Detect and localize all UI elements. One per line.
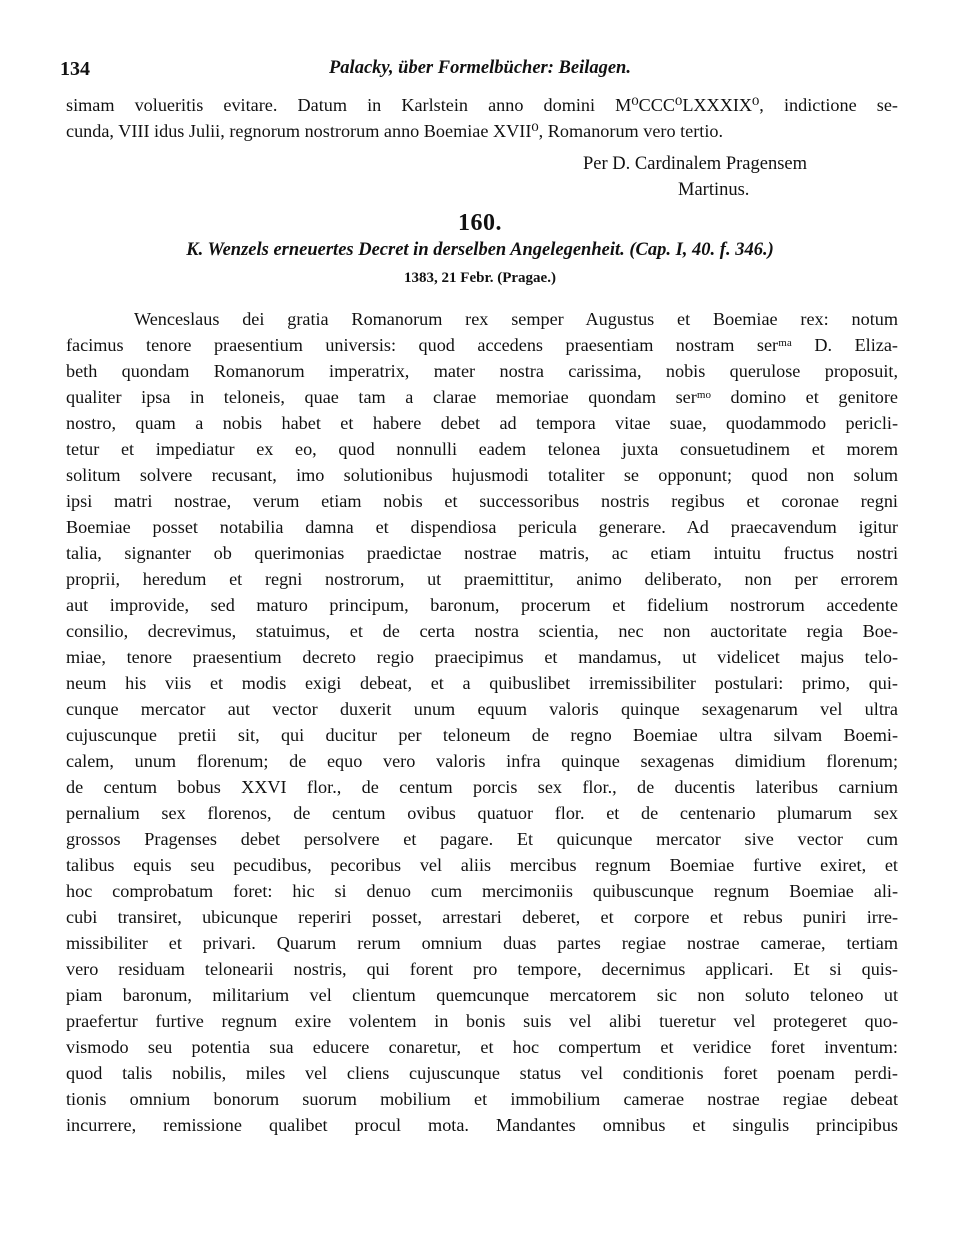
page-number: 134 [60,58,90,80]
text-line: neum his viis et modis exigi debeat, et a quibuslibet irremissibiliter postulari: primo, qui- [66,673,898,693]
text-line: miae, tenore praesentium decreto regio praecipimus et mandamus, ut videlicet majus telo- [66,647,898,667]
text-line: cubi transiret, ubicunque reperiri posset, arrestari deberet, et corpore et rebus puniri irre- [66,907,898,927]
text-line: nostro, quam a nobis habet et habere debet ad tempora vitae suae, quodammodo pericli- [66,413,898,433]
text-line: cujuscunque pretii sit, qui ducitur per teloneum de regno Boemiae ultra silvam Boemi- [66,725,898,745]
signature-line-1: Per D. Cardinalem Pragensem [583,154,807,174]
text-line: hoc comprobatum foret: hic si denuo cum mercimoniis quibuscunque regnum Boemiae ali- [66,881,898,901]
text-line: missibiliter et privari. Quarum rerum omnium duas partes regiae nostrae camerae, tertiam [66,933,898,953]
text-line: proprii, heredum et regni nostrorum, ut praemittitur, animo deliberato, non per errorem [66,569,898,589]
text-line: praefertur furtive regnum exire volentem in bonis suis vel alibi tueretur vel protegeret quo- [66,1011,898,1031]
text-line: qualiter ipsa in teloneis, quae tam a clarae memoriae quondam serᵐᵒ domino et genitore [66,387,898,407]
running-head: Palacky, über Formelbücher: Beilagen. [329,58,631,78]
text-line: calem, unum florenum; de equo vero valoris infra quinque sexagenas dimidium florenum; [66,751,898,771]
text-line: beth quondam Romanorum imperatrix, mater nostra carissima, nobis querulose proposuit, [66,361,898,381]
document-number: 160. [458,210,502,236]
text-line: vismodo seu potentia sua educere conaretur, et hoc compertum et veridice foret inventum: [66,1037,898,1057]
text-line: simam volueritis evitare. Datum in Karlstein anno domini M⁰CCC⁰LXXXIX⁰, indictione se- [66,95,898,115]
text-line: tetur et impediatur ex eo, quod nonnulli eadem telonea juxta consuetudinem et morem [66,439,898,459]
text-line: incurrere, remissione qualibet procul mota. Mandantes omnibus et singulis principibus [66,1115,898,1135]
text-line: vero residuam telonearii nostris, qui forent pro tempore, decernimus applicari. Et si quis- [66,959,898,979]
text-line: Wenceslaus dei gratia Romanorum rex semper Augustus et Boemiae rex: notum [134,309,898,329]
text-line: grossos Pragenses debet persolvere et pagare. Et quicunque mercator sive vector cum [66,829,898,849]
text-line: cunque mercator aut vector duxerit unum equum valoris quinque sexagenarum vel ultra [66,699,898,719]
text-line: consilio, decrevimus, statuimus, et de certa nostra scientia, nec non auctoritate regia Boe- [66,621,898,641]
text-line: solitum solvere recusant, imo solutionibus hujusmodi totaliter se opponunt; quod non solum [66,465,898,485]
text-line: quod talis nobilis, miles vel cliens cujuscunque status vel conditionis foret poenam perdi- [66,1063,898,1083]
text-line: aut improvide, sed maturo principum, baronum, procerum et fidelium nostrorum accedente [66,595,898,615]
text-line: Boemiae posset notabilia damna et dispendiosa pericula generare. Ad praecavendum igitur [66,517,898,537]
text-line: facimus tenore praesentium universis: quod accedens praesentiam nostram serᵐᵃ D. Eliza- [66,335,898,355]
document-title: K. Wenzels erneuertes Decret in derselben Angelegenheit. (Cap. I, 40. f. 346.) [186,240,774,260]
text-line: tionis omnium bonorum suorum mobilium et immobilium camerae nostrae regiae debeat [66,1089,898,1109]
text-line: cunda, VIII idus Julii, regnorum nostrorum anno Boemiae XVII⁰, Romanorum vero tertio. [66,121,724,141]
text-line: talia, signanter ob querimonias praedictae nostrae matris, ac etiam intuitu fructus nostri [66,543,898,563]
text-line: ipsi matri nostrae, verum etiam nobis et successoribus nostris regibus et coronae regni [66,491,898,511]
text-line: pernalium sex florenos, de centum ovibus quatuor flor. et de centenario plumarum sex [66,803,898,823]
signature-line-2: Martinus. [678,180,750,200]
document-date: 1383, 21 Febr. (Pragae.) [404,270,556,286]
text-line: de centum bobus XXVI flor., de centum porcis sex flor., de ducentis lateribus carnium [66,777,898,797]
text-line: talibus equis seu pecudibus, pecoribus vel aliis mercibus regnum Boemiae furtive exiret, et [66,855,898,875]
text-line: piam baronum, militarium vel clientum quemcunque mercatorem sic non soluto teloneo ut [66,985,898,1005]
